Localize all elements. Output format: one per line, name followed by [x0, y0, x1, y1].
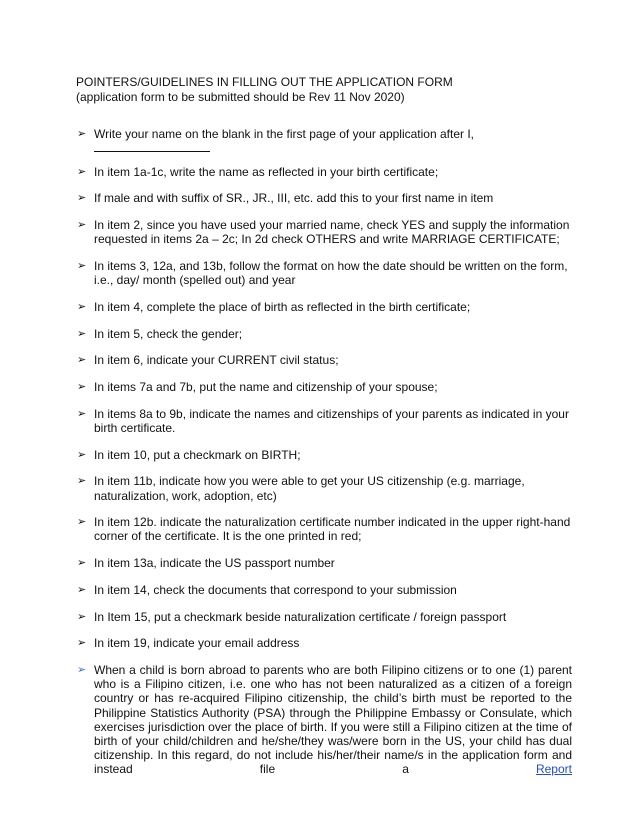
arrow-bullet-icon: ➢	[77, 448, 87, 461]
list-item-text: In item 1a-1c, write the name as reflected in your birth certificate;	[94, 164, 439, 179]
list-item-text: In item 4, complete the place of birth as reflected in the birth certificate;	[94, 299, 471, 314]
list-item-text: In item 14, check the documents that correspond to your submission	[94, 582, 457, 597]
list-item	[77, 448, 572, 462]
dual-citizenship-paragraph	[94, 663, 572, 777]
list-item-text: In items 8a to 9b, indicate the names and citizenships of your parents as indicated in your birth certificate.	[94, 406, 569, 435]
arrow-bullet-icon: ➢	[77, 192, 87, 205]
list-item-text: In Item 15, put a checkmark beside naturalization certificate / foreign passport	[94, 609, 507, 624]
name-blank-line	[94, 151, 210, 152]
list-item	[77, 300, 572, 314]
arrow-bullet-icon: ➢	[77, 128, 87, 140]
arrow-bullet-icon: ➢	[77, 381, 87, 394]
arrow-bullet-icon: ➢	[77, 610, 87, 623]
list-item	[77, 407, 572, 435]
list-item-text: In item 19, indicate your email address	[94, 636, 300, 651]
arrow-bullet-icon: ➢	[77, 475, 87, 488]
list-item	[77, 380, 572, 394]
arrow-bullet-icon: ➢	[77, 557, 87, 570]
arrow-bullet-icon: ➢	[77, 663, 87, 676]
list-item-text: In item 13a, indicate the US passport number	[94, 556, 335, 571]
list-item	[77, 327, 572, 341]
list-item-text: Write your name on the blank in the first page of your application after I,	[94, 127, 474, 141]
list-item-text: In item 11b, indicate how you were able to get your US citizenship (e.g. marriage, naturalization, work, adoption, etc)	[94, 474, 525, 503]
list-item	[77, 636, 572, 650]
list-item-text: If male and with suffix of SR., JR., III, etc. add this to your first name in item	[94, 191, 494, 206]
document-subtitle: (application form to be submitted should be Rev 11 Nov 2020)	[76, 90, 405, 104]
list-item	[77, 474, 572, 502]
list-item	[77, 191, 572, 205]
list-item-text: In item 5, check the gender;	[94, 326, 243, 341]
arrow-bullet-icon: ➢	[77, 407, 87, 420]
list-item	[77, 218, 572, 246]
list-item-text: In item 10, put a checkmark on BIRTH;	[94, 447, 301, 462]
list-item-text: In item 2, since you have used your married name, check YES and supply the information requested in items 2a – 2c; In 2d check OTHERS and write MARRIAGE CERTIFICATE;	[94, 218, 570, 247]
arrow-bullet-icon: ➢	[77, 165, 87, 178]
guidelines-list	[77, 127, 572, 789]
list-item	[77, 583, 572, 597]
dual-citizenship-text: When a child is born abroad to parents who are both Filipino citizens or to one (1) parent who is a Filipino citizen, i.e. one who has not been naturalized as a citizen of a foreign country or has re-acquired Filipino citizenship, the child’s birth must be reported to the Philippine Statistics Authority (PSA) through the Philippine Embassy or Consulate, which exercises jurisdiction over the place of birth. If you were still a Filipino citizen at the time of birth of your child/children and he/she/they was/were born in the US, your child has dual citizenship. In this regard, do not include his/her/their name/s in the application form and instead file a	[94, 662, 572, 777]
arrow-bullet-icon: ➢	[77, 327, 87, 340]
arrow-bullet-icon: ➢	[77, 637, 87, 650]
list-item	[77, 515, 572, 543]
arrow-bullet-icon: ➢	[77, 583, 87, 596]
report-link[interactable]: Report	[535, 762, 572, 777]
document-header	[76, 75, 576, 105]
arrow-bullet-icon: ➢	[77, 354, 87, 367]
list-item	[77, 353, 572, 367]
arrow-bullet-icon: ➢	[77, 219, 87, 232]
list-item	[77, 259, 572, 287]
arrow-bullet-icon: ➢	[77, 300, 87, 313]
document-title: POINTERS/GUIDELINES IN FILLING OUT THE APPLICATION FORM	[76, 75, 453, 89]
list-item-text: In items 7a and 7b, put the name and citizenship of your spouse;	[94, 380, 438, 395]
list-item-dual-citizenship	[77, 663, 572, 777]
list-item	[77, 127, 572, 152]
list-item	[77, 556, 572, 570]
list-item	[77, 610, 572, 624]
arrow-bullet-icon: ➢	[77, 516, 87, 529]
list-item-text: In items 3, 12a, and 13b, follow the format on how the date should be written on the form, i.e., day/ month (spelled out) and year	[94, 259, 568, 288]
list-item-text: In item 6, indicate your CURRENT civil status;	[94, 353, 339, 368]
arrow-bullet-icon: ➢	[77, 260, 87, 273]
list-item	[77, 165, 572, 179]
list-item-text: In item 12b. indicate the naturalization certificate number indicated in the upper right-hand corner of the certificate. It is the one printed in red;	[94, 515, 571, 544]
